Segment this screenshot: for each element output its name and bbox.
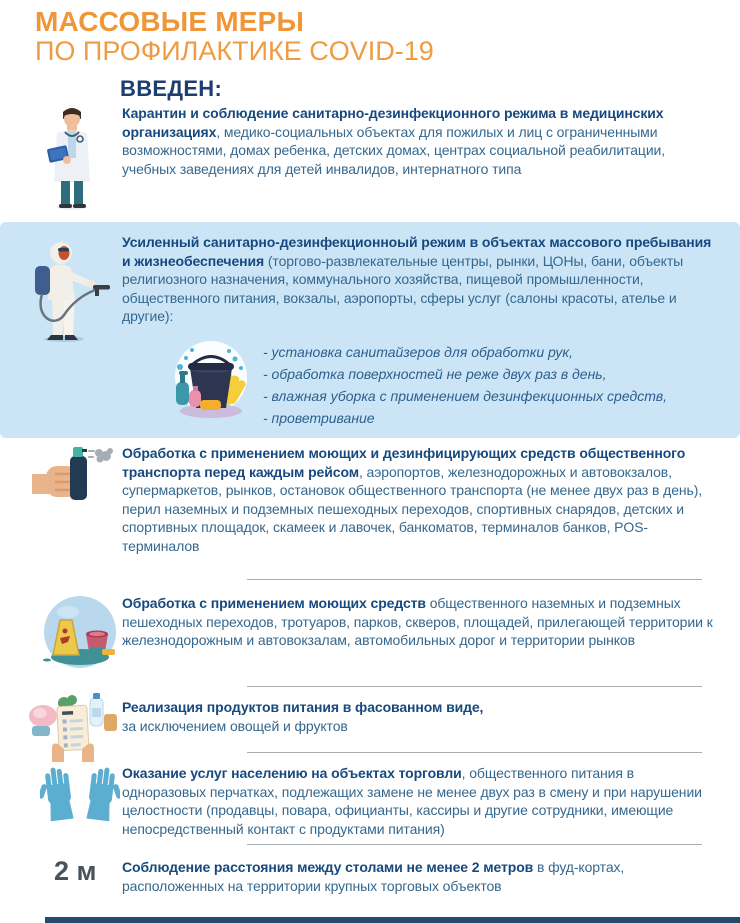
section-packaged-food-bold: Реализация продуктов питания в фасованном виде, — [122, 699, 484, 715]
rubber-gloves-icon — [40, 766, 120, 835]
section-transport-text — [122, 444, 718, 555]
cleaning-bucket-icon — [167, 337, 255, 430]
section-packaged-food-rest: за исключением овощей и фруктов — [122, 717, 348, 734]
section-packaged-food-text — [122, 698, 714, 735]
section-quarantine-text — [122, 104, 714, 178]
divider — [247, 686, 702, 687]
section-gloves-bold: Оказание услуг населению на объектах торговли — [122, 765, 462, 781]
section-gloves-text — [122, 764, 718, 838]
divider — [247, 579, 702, 580]
bullet-surfaces: - обработка поверхностей не реже двух раз в день, — [263, 366, 607, 382]
section-transport-rest: , аэропортов, железнодорожных и автовокзалов, супермаркетов, рынков, остановок общественного транспорта (не менее двух раз в день), перил наземных и подземных пешеходных переходов, спортивных снарядов, детских и спортивных площадок, скамеек и лавочек, банкоматов, терминалов банков, POS-терминалов — [122, 463, 703, 554]
section-gloves-rest: , общественного питания в одноразовых перчатках, подлежащих замене не менее двух раз в смену и при нарушении целостности (продавцы, повара, официанты, кассиры и другие сотрудники, имеющие непосредственный контакт с продуктами питания) — [122, 765, 702, 837]
distance-2m-label: 2 м — [54, 856, 97, 886]
section-public-areas-bold: Обработка с применением моющих средств — [122, 595, 426, 611]
grocery-list-icon — [28, 692, 120, 767]
spray-can-hand-icon — [32, 444, 117, 511]
section-transport-bold: Обработка с применением моющих и дезинфицирующих средств общественного транспорта перед каждым рейсом — [122, 445, 686, 480]
doctor-icon — [36, 106, 108, 216]
wet-floor-sign-icon — [38, 592, 122, 681]
section-distance-rest: в фуд-кортах, расположенных на территории крупных торговых объектов — [122, 859, 625, 894]
section-public-areas-text — [122, 594, 722, 650]
divider — [247, 752, 702, 753]
section-distance-bold: Соблюдение расстояния между столами не менее 2 метров — [122, 859, 534, 875]
measures-bullet-list — [263, 341, 667, 429]
section-enhanced-regime-text — [122, 233, 718, 326]
section-enhanced-regime-bold: Усиленный санитарно-дезинфекционноый режим в объектах массового пребывания и жизнеобеспечения — [122, 234, 712, 269]
section-public-areas-rest: общественного наземных и подземных пешеходных переходов, тротуаров, парков, скверов, площадей, прилегающей территории к железнодорожным и автовокзалам, автомобильных дорог и территории рынков — [122, 595, 713, 648]
section-enhanced-regime-rest: (торгово-развлекательные центры, рынки, ЦОНы, бани, объекты религиозного назначения, коммунального хозяйства, пищевой промышленности, общественного питания, вокзалы, аэропорты, сферы услуг (салоны красоты, ателье и другие): — [122, 252, 684, 324]
section-quarantine-rest: , медико-социальных объектах для пожилых и лиц с ограниченными возможностями, домах ребенка, детских домах, центрах социальной реабилитации, учебных заведениях для детей инвалидов, интернатного типа — [122, 123, 666, 177]
intro-label: ВВЕДЕН: — [120, 76, 223, 101]
divider — [247, 844, 702, 845]
bullet-wet-cleaning: - влажная уборка с применением дезинфекционных средств, — [263, 388, 668, 404]
section-distance-text — [122, 858, 714, 895]
bullet-ventilation: - проветривание — [263, 410, 375, 426]
footer-bar — [45, 917, 740, 923]
page-title-line2: ПО ПРОФИЛАКТИКЕ COVID-19 — [35, 36, 434, 66]
page-title-line1: МАССОВЫЕ МЕРЫ — [35, 6, 305, 37]
section-quarantine-bold: Карантин и соблюдение санитарно-дезинфекционного режима в медицинских организациях — [122, 105, 664, 140]
bullet-sanitizers: - установка санитайзеров для обработки рук, — [263, 344, 573, 360]
disinfector-icon — [22, 238, 117, 348]
